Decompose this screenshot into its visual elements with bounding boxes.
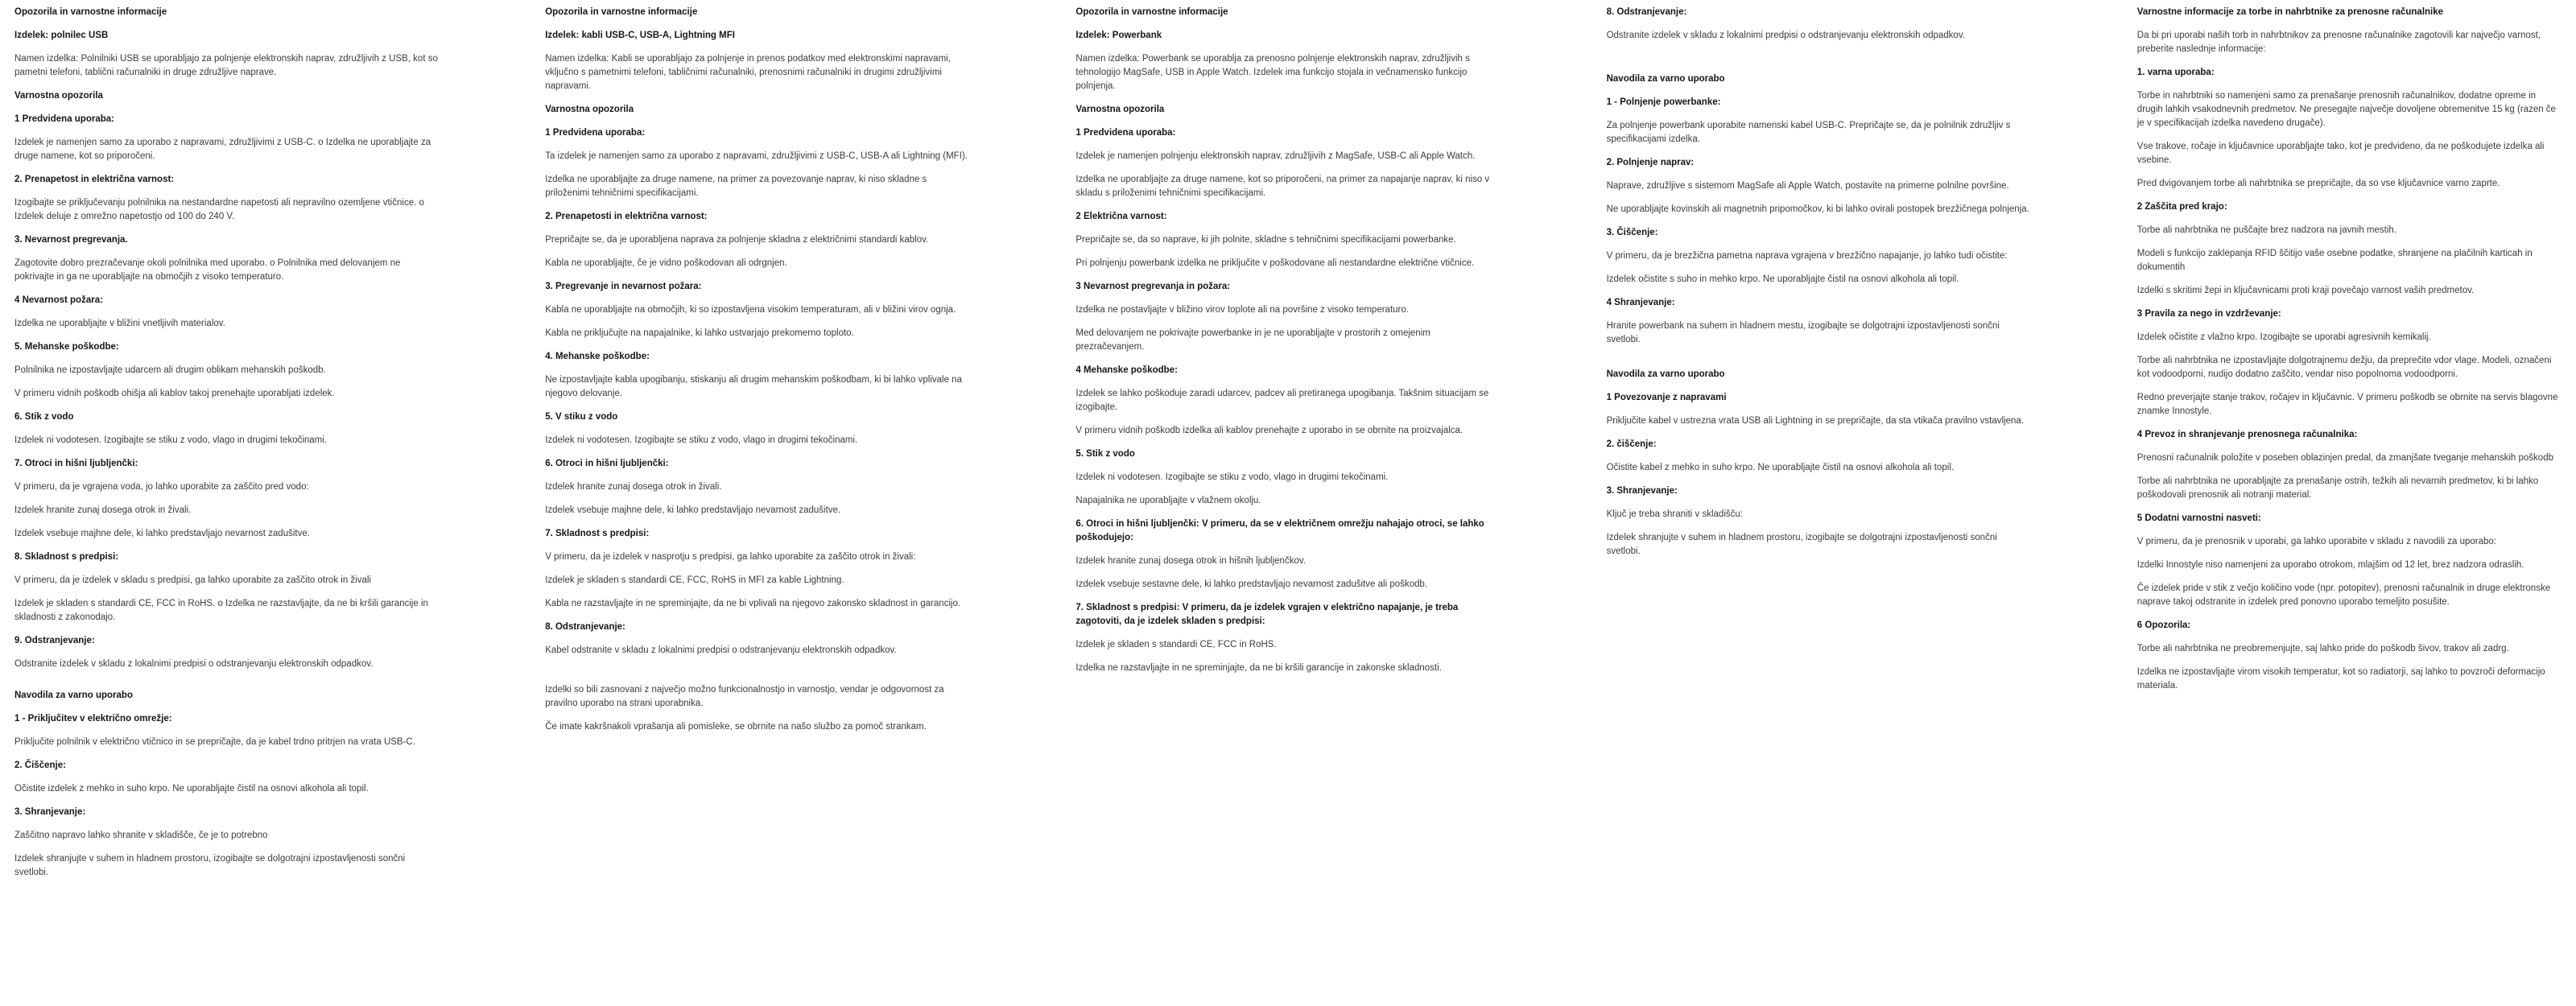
section-heading: Opozorila in varnostne informacije [545,7,698,17]
paragraph: V primeru, da je brezžična pametna naprava vgrajena v brezžično napajanje, jo lahko tudi očistite: [1606,251,2008,261]
section-heading: 3. Shranjevanje: [1606,486,1678,496]
paragraph: Izdelek ni vodotesen. Izogibajte se stiku z vodo, vlago in drugimi tekočinami. [1075,472,1389,482]
section-heading: 3. Čiščenje: [1606,228,1658,237]
section-heading: 6. Otroci in hišni ljubljenčki: [545,459,669,468]
paragraph: Prenosni računalnik položite v poseben oblazinjen predal, da zmanjšate tveganje mehanskih poškodb [2136,453,2553,463]
paragraph: Izdelek ni vodotesen. Izogibajte se stiku z vodo, vlago in drugimi tekočinami. [14,435,328,445]
section-heading: 3. Nevarnost pregrevanja. [14,235,128,245]
paragraph: Da bi pri uporabi naših torb in nahrbtnikov za prenosne računalnike zagotovili kar največjo varnost, preberite naslednje informacije: [2136,31,2541,54]
paragraph: Kabla ne razstavljajte in ne spreminjajte, da ne bi vplivali na njegovo zakonsko skladnost in garancijo. [545,599,961,608]
paragraph: Izdelek je skladen s standardi CE, FCC, RoHS in MFI za kable Lightning. [545,575,844,585]
section-heading: Varnostna opozorila [545,105,634,114]
paragraph: Napajalnika ne uporabljajte v vlažnem okolju. [1075,496,1261,505]
paragraph: Ta izdelek je namenjen samo za uporabo z napravami, združljivimi z USB-C, USB-A ali Lightning (MFI). [545,151,968,161]
column-usage-instructions [1607,6,2031,1006]
paragraph: Pred dvigovanjem torbe ali nahrbtnika se prepričajte, da so vse ključavnice varno zaprte. [2136,179,2500,188]
paragraph: Kabla ne priključujte na napajalnike, ki lahko ustvarjajo prekomerno toploto. [545,328,854,338]
section-heading: Varnostna opozorila [14,91,103,101]
section-heading: 7. Otroci in hišni ljubljenčki: [14,459,138,468]
section-heading: 1 Povezovanje z napravami [1606,393,1727,402]
paragraph: Torbe ali nahrbtnika ne puščajte brez nadzora na javnih mestih. [2136,225,2396,235]
spacer [1607,357,2031,368]
section-heading: 3. Shranjevanje: [14,807,86,817]
paragraph: Kabla ne uporabljajte, če je vidno poškodovan ali odrgnjen. [545,258,787,268]
section-heading: 2 Zaščita pred krajo: [2136,202,2227,212]
paragraph: Izdelek vsebuje majhne dele, ki lahko predstavljajo nevarnost zadušitve. [545,505,841,515]
paragraph: Redno preverjajte stanje trakov, ročajev in ključavnic. V primeru poškodb se obrnite na servis blagovne znamke Innostyle. [2136,393,2558,416]
section-heading: 4. Mehanske poškodbe: [545,352,650,361]
column-usb-charger [14,6,439,1006]
paragraph: Pri polnjenju powerbank izdelka ne priključite v poškodovane ali nestandardne električne vtičnice. [1075,258,1475,268]
paragraph: V primeru, da je izdelek v nasprotju s predpisi, ga lahko uporabite za zaščito otrok in živali: [545,552,916,562]
paragraph: Izdelek hranite zunaj dosega otrok in živali. [14,505,192,515]
section-heading: Izdelek: polnilec USB [14,31,109,40]
section-heading: 8. Skladnost s predpisi: [14,552,119,562]
paragraph: Zaščitno napravo lahko shranite v skladišče, če je to potrebno [14,831,268,840]
paragraph: Očistite izdelek z mehko in suho krpo. Ne uporabljajte čistil na osnovi alkohola ali topil. [14,784,369,794]
paragraph: Izdelek shranjujte v suhem in hladnem prostoru, izogibajte se dolgotrajni izpostavljenosti sončni svetlobi. [14,854,406,877]
section-heading: 4 Mehanske poškodbe: [1075,365,1178,375]
section-heading: 2. Čiščenje: [14,761,66,770]
paragraph: Izdelki s skritimi žepi in ključavnicami proti kraji povečajo varnost vaših predmetov. [2136,286,2475,295]
section-heading: Izdelek: Powerbank [1075,31,1162,40]
section-heading: 8. Odstranjevanje: [545,622,625,632]
column-laptop-bags [2137,6,2562,1006]
section-heading: Navodila za varno uporabo [1606,74,1725,84]
section-heading: 2. Polnjenje naprav: [1606,158,1695,167]
section-heading: 1 Predvidena uporaba: [1075,128,1176,138]
section-heading: 2 Električna varnost: [1075,212,1167,221]
paragraph: Izdelek vsebuje sestavne dele, ki lahko predstavljajo nevarnost zadušitve ali poškodb. [1075,579,1428,589]
section-heading: 2. Prenapetost in električna varnost: [14,175,175,184]
paragraph: Izdelek je skladen s standardi CE, FCC in RoHS. o Izdelka ne razstavljajte, da ne bi kršili garancije in skladnosti z zakonodajo. [14,599,428,622]
paragraph: Če izdelek pride v stik z večjo količino vode (npr. potopitev), prenosni računalnik in druge elektronske naprave takoj odstranite in izdelek pred ponovno uporabo temeljito posušite. [2136,583,2551,607]
paragraph: Torbe ali nahrbtnika ne uporabljajte za prenašanje ostrih, težkih ali nevarnih predmetov, ki bi lahko poškodovali prenosnik ali notranji material. [2136,476,2539,500]
section-heading: 4 Nevarnost požara: [14,295,103,305]
paragraph: V primeru vidnih poškodb ohišja ali kablov takoj prenehajte uporabljati izdelek. [14,389,335,398]
paragraph: Izdelek ni vodotesen. Izogibajte se stiku z vodo, vlago in drugimi tekočinami. [545,435,858,445]
section-heading: Varnostna opozorila [1075,105,1165,114]
column-cables [545,6,969,1006]
section-heading: 1 - Polnjenje powerbanke: [1606,97,1721,107]
section-heading: 6. Stik z vodo [14,412,74,422]
paragraph: V primeru, da je izdelek v skladu s predpisi, ga lahko uporabite za zaščito otrok in živali [14,575,371,585]
section-heading: Varnostne informacije za torbe in nahrbtnike za prenosne računalnike [2136,7,2444,17]
paragraph: Izdelek hranite zunaj dosega otrok in hišnih ljubljenčkov. [1075,556,1306,566]
section-heading: 7. Skladnost s predpisi: [545,529,650,538]
paragraph: Naprave, združljive s sistemom MagSafe ali Apple Watch, postavite na primerne polnilne površine. [1606,181,2009,191]
paragraph: Namen izdelka: Kabli se uporabljajo za polnjenje in prenos podatkov med elektronskimi napravami, vključno s pametnimi telefoni, tabličnimi računalniki, prenosnimi računalniki in drugimi združljivimi napravami. [545,54,951,91]
paragraph: Izogibajte se priključevanju polnilnika na nestandardne napetosti ali nepravilno ozemljene vtičnice. o Izdelek deluje z omrežno napetostjo od 100 do 240 V. [14,198,424,221]
paragraph: Če imate kakršnakoli vprašanja ali pomisleke, se obrnite na našo službo za pomoč strankam. [545,722,927,732]
paragraph: Modeli s funkcijo zaklepanja RFID ščitijo vaše osebne podatke, shranjene na plačilnih karticah in dokumentih [2136,249,2533,272]
paragraph: Izdelek hranite zunaj dosega otrok in živali. [545,482,722,492]
section-heading: 3 Pravila za nego in vzdrževanje: [2136,309,2281,319]
paragraph: Izdelka ne uporabljajte za druge namene, na primer za povezovanje naprav, ki niso skladne s priloženimi tehničnimi specifikacijami. [545,175,927,198]
section-heading: 1 - Priključitev v električno omrežje: [14,714,172,724]
section-heading: Izdelek: kabli USB-C, USB-A, Lightning MFI [545,31,735,40]
paragraph: Kabla ne uporabljajte na območjih, ki so izpostavljena visokim temperaturam, ali v bližini virov ognja. [545,305,956,315]
paragraph: Izdelka ne uporabljajte v bližini vnetljivih materialov. [14,319,225,328]
paragraph: Izdelki so bili zasnovani z največjo možno funkcionalnostjo in varnostjo, vendar je odgovornost za pravilno uporabo na strani uporabnika. [545,685,944,708]
paragraph: Ključ je treba shraniti v skladišču: [1606,509,1743,519]
paragraph: Izdelek se lahko poškoduje zaradi udarcev, padcev ali pretiranega upogibanja. Takšnim situacijam se izogibajte. [1075,389,1489,412]
section-heading: 1 Predvidena uporaba: [545,128,646,138]
paragraph: Polnilnika ne izpostavljajte udarcem ali drugim oblikam mehanskih poškodb. [14,365,326,375]
paragraph: Izdelek je namenjen polnjenju elektronskih naprav, združljivih z MagSafe, USB-C ali Apple Watch. [1075,151,1476,161]
paragraph: Za polnjenje powerbank uporabite namenski kabel USB-C. Prepričajte se, da je polnilnik združljiv s specifikacijami izdelka. [1606,121,2011,144]
spacer [545,667,969,683]
section-heading: 4 Shranjevanje: [1606,298,1675,307]
paragraph: V primeru, da je vgrajena voda, jo lahko uporabite za zaščito pred vodo: [14,482,309,492]
paragraph: Ne uporabljajte kovinskih ali magnetnih pripomočkov, ki bi lahko ovirali postopek brezžičnega polnjenja. [1606,204,2029,214]
paragraph: Hranite powerbank na suhem in hladnem mestu, izogibajte se dolgotrajni izpostavljenosti sončni svetlobi. [1606,321,2000,344]
paragraph: Torbe ali nahrbtnika ne preobremenjujte, saj lahko pride do poškodb šivov, trakov ali zadrg. [2136,644,2509,653]
section-heading: 6 Opozorila: [2136,621,2191,630]
section-heading: 1 Predvidena uporaba: [14,114,114,124]
paragraph: Izdelek je skladen s standardi CE, FCC in RoHS. [1075,640,1277,649]
paragraph: Odstranite izdelek v skladu z lokalnimi predpisi o odstranjevanju elektronskih odpadkov. [14,659,374,669]
section-heading: 2. Prenapetosti in električna varnost: [545,212,708,221]
section-heading: Opozorila in varnostne informacije [1075,7,1228,17]
paragraph: Namen izdelka: Polnilniki USB se uporabljajo za polnjenje elektronskih naprav, združljivih z USB, kot so pametni telefoni, tablični računalniki in druge združljive naprave. [14,54,438,77]
section-heading: 9. Odstranjevanje: [14,636,95,645]
paragraph: Prepričajte se, da so naprave, ki jih polnite, skladne s tehničnimi specifikacijami powerbanke. [1075,235,1456,245]
column-powerbank [1075,6,1500,1006]
spacer [1607,52,2031,72]
paragraph: Izdelek je namenjen samo za uporabo z napravami, združljivimi z USB-C. o Izdelka ne uporabljajte za druge namene, kot so priporočeni. [14,138,431,161]
paragraph: Priključite polnilnik v električno vtičnico in se prepričajte, da je kabel trdno pritrjen na vrata USB-C. [14,737,415,747]
section-heading: Navodila za varno uporabo [14,691,133,700]
paragraph: V primeru vidnih poškodb izdelka ali kablov prenehajte z uporabo in se obrnite na proizvajalca. [1075,426,1463,435]
paragraph: Ne izpostavljajte kabla upogibanju, stiskanju ali drugim mehanskim poškodbam, ki bi lahko vplivale na njegovo delovanje. [545,375,962,398]
paragraph: Izdelka ne uporabljajte za druge namene, kot so priporočeni, na primer za napajanje naprav, ki niso v skladu s priloženimi tehničnimi specifikacijami. [1075,175,1490,198]
paragraph: Torbe ali nahrbtnika ne izpostavljajte dolgotrajnemu dežju, da preprečite vdor vlage. Modeli, označeni kot vodoodporni, nudijo dodatno zaščito, vendar niso popolnoma vodoodporni. [2136,356,2552,379]
section-heading: 1. varna uporaba: [2136,68,2215,77]
section-heading: 5 Dodatni varnostni nasveti: [2136,513,2261,523]
section-heading: 3 Nevarnost pregrevanja in požara: [1075,282,1231,291]
section-heading: 6. Otroci in hišni ljubljenčki: V primeru, da se v električnem omrežju nahajajo otroci, se lahko poškodujejo: [1075,519,1484,542]
paragraph: Med delovanjem ne pokrivajte powerbanke in je ne uporabljajte v prostorih z omejenim prezračevanjem. [1075,328,1430,352]
paragraph: Priključite kabel v ustrezna vrata USB ali Lightning in se prepričajte, da sta vtikača pravilno vstavljena. [1606,416,2024,426]
paragraph: Kabel odstranite v skladu z lokalnimi predpisi o odstranjevanju elektronskih odpadkov. [545,645,897,655]
section-heading: 2. čiščenje: [1606,439,1657,449]
paragraph: Izdelek očistite s suho in mehko krpo. Ne uporabljajte čistil na osnovi alkohola ali topil. [1606,274,1959,284]
paragraph: Zagotovite dobro prezračevanje okoli polnilnika med uporabo. o Polnilnika med delovanjem ne pokrivajte in ga ne uporabljajte na območjih z visoko temperaturo. [14,258,401,282]
paragraph: Odstranite izdelek v skladu z lokalnimi predpisi o odstranjevanju elektronskih odpadkov. [1606,31,1965,40]
section-heading: 8. Odstranjevanje: [1606,7,1687,17]
paragraph: Izdelki Innostyle niso namenjeni za uporabo otrokom, mlajšim od 12 let, brez nadzora odraslih. [2136,560,2524,570]
spacer [14,681,439,689]
section-heading: Navodila za varno uporabo [1606,369,1725,379]
section-heading: 5. Mehanske poškodbe: [14,342,119,352]
paragraph: Izdelka ne izpostavljajte virom visokih temperatur, kot so radiatorji, saj lahko to povzroči deformacijo materiala. [2136,667,2545,691]
section-heading: 7. Skladnost s predpisi: V primeru, da je izdelek vgrajen v električno napajanje, je treba zagotoviti, da je izdelek skladen s predpisi: [1075,603,1459,626]
paragraph: V primeru, da je prenosnik v uporabi, ga lahko uporabite v skladu z navodili za uporabo: [2136,537,2497,546]
paragraph: Izdelek očistite z vlažno krpo. Izogibajte se uporabi agresivnih kemikalij. [2136,332,2431,342]
section-heading: 3. Pregrevanje in nevarnost požara: [545,282,702,291]
paragraph: Prepričajte se, da je uporabljena naprava za polnjenje skladna z električnimi standardi kablov. [545,235,929,245]
paragraph: Izdelka ne razstavljajte in ne spreminjajte, da ne bi kršili garancije in zakonske skladnosti. [1075,663,1442,673]
paragraph: Izdelka ne postavljajte v bližino virov toplote ali na površine z visoko temperaturo. [1075,305,1409,315]
paragraph: Torbe in nahrbtniki so namenjeni samo za prenašanje prenosnih računalnikov, dodatne opreme in drugih lahkih vsakodnevnih predmetov. Ne presegajte največje dovoljene obremenitve 15 kg (razen če je v specifikacijah izdelka navedeno drugače). [2136,91,2556,128]
paragraph: Izdelek vsebuje majhne dele, ki lahko predstavljajo nevarnost zadušitve. [14,529,310,538]
section-heading: 4 Prevoz in shranjevanje prenosnega računalnika: [2136,430,2358,439]
section-heading: 5. V stiku z vodo [545,412,618,422]
paragraph: Očistite kabel z mehko in suho krpo. Ne uporabljajte čistil na osnovi alkohola ali topil. [1606,463,1955,472]
paragraph: Vse trakove, ročaje in ključavnice uporabljajte tako, kot je predvideno, da ne poškodujete izdelka ali vsebine. [2136,142,2545,165]
section-heading: Opozorila in varnostne informacije [14,7,167,17]
paragraph: Namen izdelka: Powerbank se uporablja za prenosno polnjenje elektronskih naprav, združljivih s tehnologijo MagSafe, USB in Apple Watch. Izdelek ima funkcijo stojala in večnamensko funkcijo polnjenja. [1075,54,1470,91]
section-heading: 5. Stik z vodo [1075,449,1135,459]
paragraph: Izdelek shranjujte v suhem in hladnem prostoru, izogibajte se dolgotrajni izpostavljenosti sončni svetlobi. [1606,533,1997,556]
